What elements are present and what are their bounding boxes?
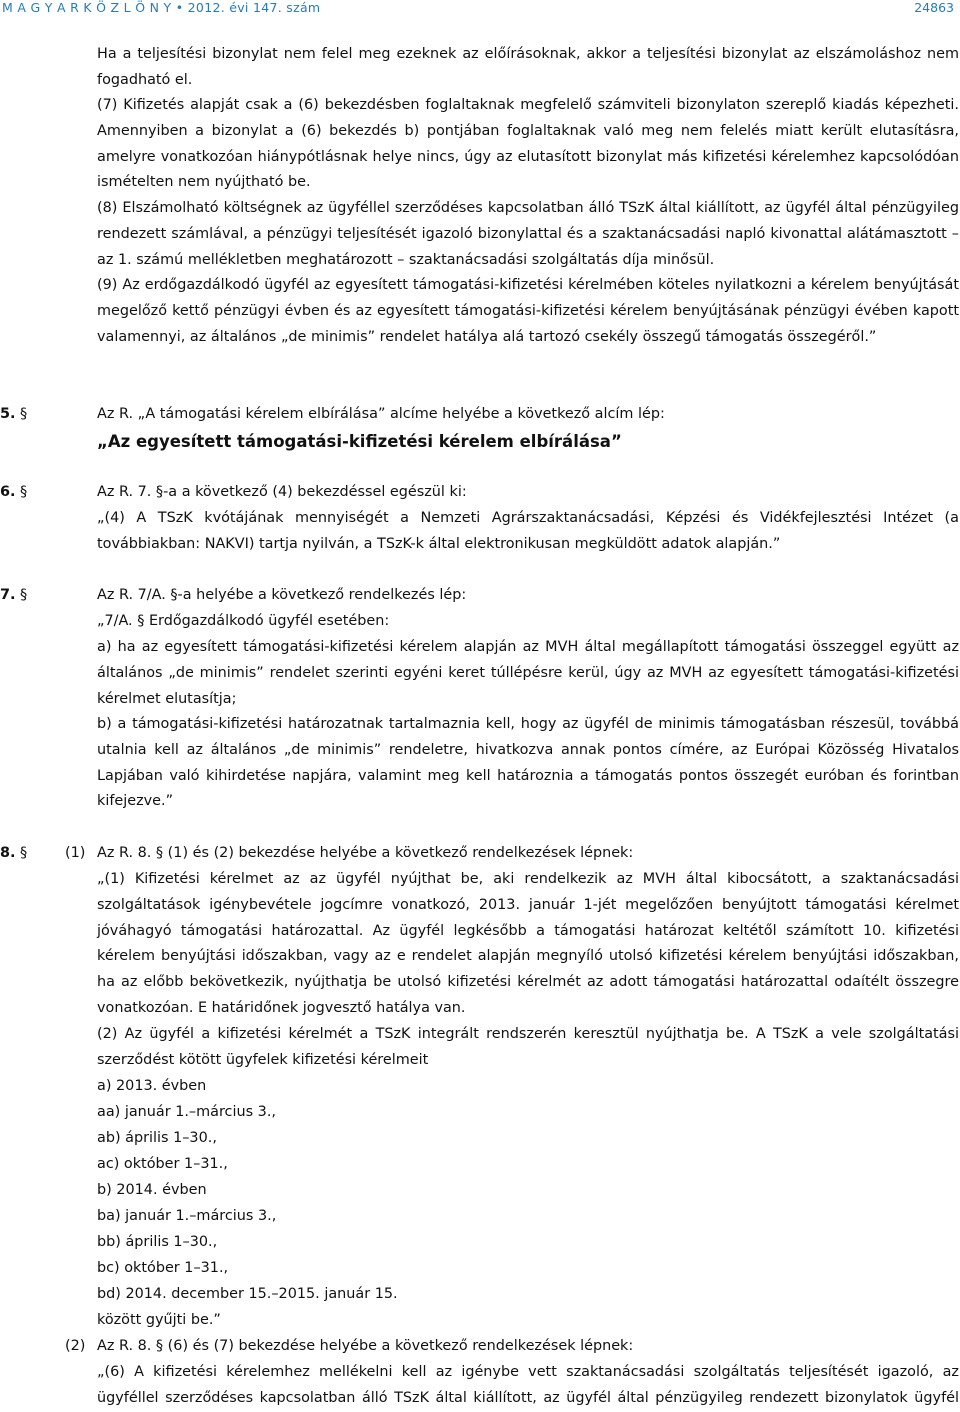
paragraph-b1: Ha a teljesítési bizonylat nem felel meg ezeknek az előírásoknak, akkor a teljesítési bizonylat az elszámoláshoz nem fogadható el. <box>97 46 959 88</box>
section-6-text: Az R. 7. §-a a következő (4) bekezdéssel egészül ki: <box>97 484 467 500</box>
section-8-text-1: Az R. 8. § (1) és (2) bekezdése helyébe a következő rendelkezések lépnek: <box>97 845 634 861</box>
paragraph-b2: (7) Kifizetés alapját csak a (6) bekezdésben foglaltaknak megfelelő számviteli bizonylaton szereplő kiadás képezheti. Amennyiben a bizonylat a (6) bekezdés b) pontjában foglaltaknak való meg nem felelés miatt került elutasításra, amelyre vonatkozóan hiánypótlásnak helye nincs, úgy az elutasított bizonylat más kifizetési kérelemhez kapcsolódóan ismételten nem nyújtható be. <box>97 97 959 191</box>
section-7-text: Az R. 7/A. §-a helyébe a következő rendelkezés lép: <box>97 587 467 603</box>
list-item: ac) október 1–31., <box>97 1156 228 1172</box>
list-end: között gyűjti be.” <box>97 1312 221 1328</box>
paragraph-b3: (8) Elszámolható költségnek az ügyféllel szerződéses kapcsolatban álló TSzK által kiállított, az ügyfél által pénzügyileg rendezett számlával, a pénzügyi teljesítését igazoló bizonylattal és a szaktanácsadási napló kivonattal alátámasztott – az 1. számú mellékletben meghatározott – szaktanácsadási szolgáltatás díja minősül. <box>97 200 959 268</box>
section-7-head: „7/A. § Erdőgazdálkodó ügyfél esetében: <box>97 613 390 629</box>
section-7-number: 7. <box>0 587 16 603</box>
section-6-number: 6. <box>0 484 16 500</box>
list-item: bc) október 1–31., <box>97 1260 229 1276</box>
list-item: bb) április 1–30., <box>97 1234 218 1250</box>
section-7-point-a: a) ha az egyesített támogatási-kifizetési kérelem alapján az MVH által megállapított támogatási összeggel együtt az általános „de minimis” rendelet szerinti egyéni keret túllépésre kerül, úgy az MVH az egyesített támogatási-kifizetési kérelmet elutasítja; <box>97 639 959 707</box>
list-item: bd) 2014. december 15.–2015. január 15. <box>97 1286 398 1302</box>
section-7-symbol: § <box>20 587 28 603</box>
list-item: a) 2013. évben <box>97 1078 207 1094</box>
list-item: b) 2014. évben <box>97 1182 207 1198</box>
section-8-sub-2: (2) <box>65 1338 86 1354</box>
page-header <box>0 0 960 20</box>
section-5-symbol: § <box>20 406 28 422</box>
section-5-text: Az R. „A támogatási kérelem elbírálása” alcíme helyébe a következő alcím lép: <box>97 406 665 422</box>
section-5-title: „Az egyesített támogatási-kifizetési kérelem elbírálása” <box>97 432 622 451</box>
section-8-quote-1: „(1) Kifizetési kérelmet az az ügyfél nyújthat be, aki rendelkezik az MVH által kibocsátott, a szaktanácsadási szolgáltatások igénybevétele jogcímre vonatkozó, 2013. január 1-jét megelőzően benyújtott támogatási kérelmet jóváhagyó támogatási határozattal. Az ügyfél legkésőbb a támogatási határozat keltétől számított 10. kifizetési kérelem benyújtási időszakban, vagy az e rendelet alapján megnyíló utolsó kifizetési kérelem benyújtási időszakban, ha az előbb bekövetkezik, nyújthatja be utolsó kifizetési kérelmét az adott támogatási határozattal odaítélt összegre vonatkozóan. E határidőnek jogvesztő hatálya van. <box>97 871 959 1016</box>
section-6-quote: „(4) A TSzK kvótájának mennyiségét a Nemzeti Agrárszaktanácsadási, Képzési és Vidékfejlesztési Intézet (a továbbiakban: NAKVI) tartja nyilván, a TSzK-k által elektronikusan megküldött adatok alapján.” <box>97 510 959 552</box>
paragraph-b4: (9) Az erdőgazdálkodó ügyfél az egyesített támogatási-kifizetési kérelmében köteles nyilatkozni a kérelem benyújtását megelőző kettő pénzügyi évben és az egyesített támogatási-kifizetési kérelem benyújtásának pénzügyi évében kapott valamennyi, az általános „de minimis” rendelet hatálya alá tartozó csekély összegű támogatás összegéről.” <box>97 277 959 345</box>
journal-title: M A G Y A R K Ö Z L Ö N Y • 2012. évi 147. szám <box>2 0 321 15</box>
section-8-number: 8. <box>0 845 16 861</box>
list-item: ba) január 1.–március 3., <box>97 1208 277 1224</box>
section-8-sub-1: (1) <box>65 845 86 861</box>
section-8-quote-2: (2) Az ügyfél a kifizetési kérelmét a TSzK integrált rendszerén keresztül nyújthatja be. A TSzK a vele szolgáltatási szerződést kötött ügyfelek kifizetési kérelmeit <box>97 1026 959 1068</box>
section-7-point-b: b) a támogatási-kifizetési határozatnak tartalmaznia kell, hogy az ügyfél de minimis támogatásban részesül, továbbá utalnia kell az általános „de minimis” rendeletre, hivatkozva annak pontos címére, az Európai Közösség Hivatalos Lapjában való kihirdetése napjára, valamint meg kell határoznia a támogatás pontos összegét euróban és forintban kifejezve.” <box>97 716 959 810</box>
list-item: aa) január 1.–március 3., <box>97 1104 276 1120</box>
page-number: 24863 <box>914 0 954 15</box>
section-5-number: 5. <box>0 406 16 422</box>
list-item: ab) április 1–30., <box>97 1130 217 1146</box>
section-8-quote-3: „(6) A kifizetési kérelemhez mellékelni kell az igénybe vett szaktanácsadási szolgáltatás teljesítését igazoló, az ügyféllel szerződéses kapcsolatban álló TSzK által kiállított, az ügyfél által pénzügyileg rendezett bizonylatok ügyfél <box>97 1364 959 1406</box>
section-8-text-2: Az R. 8. § (6) és (7) bekezdése helyébe a következő rendelkezések lépnek: <box>97 1338 634 1354</box>
section-6-symbol: § <box>20 484 28 500</box>
section-8-symbol: § <box>20 845 28 861</box>
